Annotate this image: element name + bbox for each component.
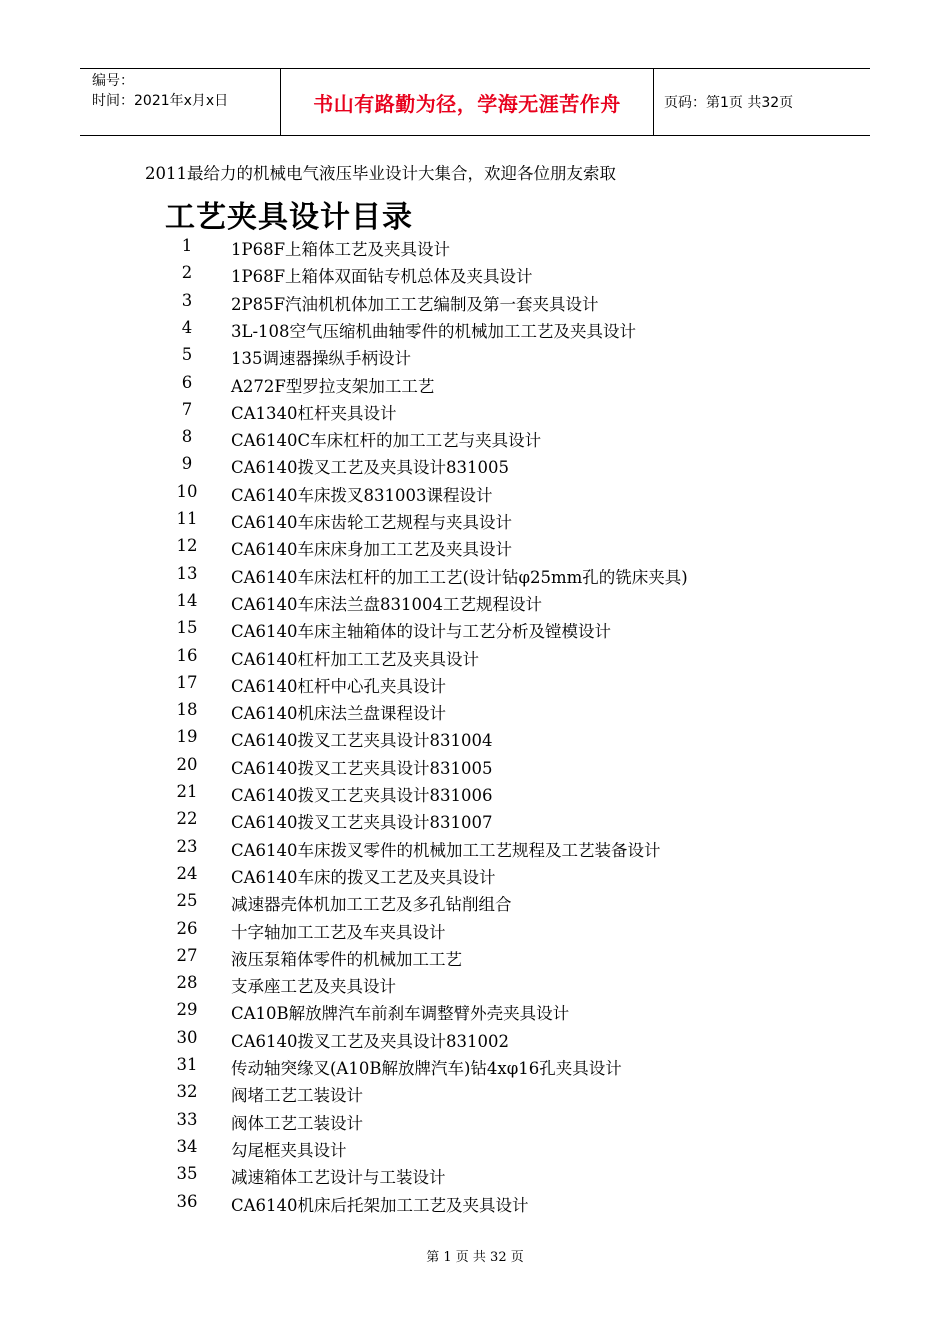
toc-item-number: 18	[176, 700, 198, 720]
toc-item-title: CA6140杠杆中心孔夹具设计	[231, 676, 447, 696]
toc-item-title: 3L-108空气压缩机曲轴零件的机械加工工艺及夹具设计	[231, 321, 637, 341]
toc-item-title: 勾尾框夹具设计	[231, 1140, 347, 1160]
header-page-info: 页码：第1页 共32页	[664, 95, 794, 111]
toc-item-title: CA6140车床法兰盘831004工艺规程设计	[231, 594, 543, 614]
toc-item-title: 1P68F上箱体工艺及夹具设计	[231, 240, 451, 259]
intro-text: 2011最给力的机械电气液压毕业设计大集合，欢迎各位朋友索取	[145, 164, 616, 183]
toc-item-title: CA6140车床齿轮工艺规程与夹具设计	[231, 513, 513, 532]
toc-item-number: 17	[176, 672, 198, 692]
toc-item-title: 减速箱体工艺设计与工装设计	[231, 1168, 446, 1188]
toc-item-title: 传动轴突缘叉(A10B解放牌汽车)钻4xφ16孔夹具设计	[231, 1059, 622, 1078]
toc-item-number: 9	[181, 454, 193, 474]
toc-item-number: 21	[176, 782, 198, 801]
header-motto: 书山有路勤为径，学海无涯苦作舟	[281, 69, 654, 135]
toc-item-number: 35	[176, 1164, 198, 1184]
page-footer: 第 1 页 共 32 页	[426, 1250, 524, 1265]
toc-item-title: CA6140拨叉工艺夹具设计831004	[231, 731, 493, 751]
toc-item-number: 23	[176, 836, 198, 856]
toc-item-number: 10	[176, 481, 198, 501]
toc-item-number: 19	[176, 727, 198, 747]
toc-item-title: 2P85F汽油机机体加工工艺编制及第一套夹具设计	[231, 294, 599, 314]
toc-item-title: 阀体工艺工装设计	[231, 1113, 363, 1133]
toc-item-title: CA6140车床床身加工工艺及夹具设计	[231, 540, 513, 560]
toc-item-title: A272F型罗拉支架加工工艺	[231, 376, 435, 396]
header-meta-cell	[80, 69, 281, 135]
toc-item-number: 30	[176, 1027, 198, 1047]
toc-item-title: CA6140车床拨叉零件的机械加工工艺规程及工艺装备设计	[231, 840, 661, 860]
toc-item-number: 13	[176, 563, 198, 583]
toc-item-title: CA6140C车床杠杆的加工工艺与夹具设计	[231, 431, 542, 451]
toc-item-number: 3	[181, 290, 193, 310]
toc-item-number: 32	[176, 1082, 198, 1102]
toc-item-title: 1P68F上箱体双面钻专机总体及夹具设计	[231, 267, 533, 287]
toc-item-title: CA6140车床的拨叉工艺及夹具设计	[231, 867, 496, 887]
toc-item-number: 27	[176, 945, 198, 965]
document-date-label: 时间：2021年x月x日	[92, 93, 229, 109]
toc-item-title: 阀堵工艺工装设计	[231, 1086, 363, 1106]
toc-item-title: 135调速器操纵手柄设计	[231, 349, 411, 369]
toc-item-title: CA10B解放牌汽车前刹车调整臂外壳夹具设计	[231, 1004, 570, 1024]
toc-item-number: 5	[181, 345, 193, 365]
toc-item-number: 36	[176, 1191, 198, 1211]
toc-item-title: CA6140机床后托架加工工艺及夹具设计	[231, 1195, 529, 1215]
toc-item-title: CA1340杠杆夹具设计	[231, 403, 397, 423]
toc-item-number: 29	[176, 1000, 198, 1020]
toc-item-number: 14	[176, 590, 198, 610]
toc-item-number: 25	[176, 891, 198, 911]
toc-item-title: 液压泵箱体零件的机械加工工艺	[231, 949, 462, 969]
toc-item-number: 11	[176, 509, 198, 528]
toc-item-number: 1	[181, 236, 193, 255]
toc-item-number: 2	[181, 263, 193, 283]
toc-item-title: CA6140拨叉工艺夹具设计831005	[231, 758, 493, 778]
toc-item-title: CA6140机床法兰盘课程设计	[231, 704, 447, 724]
toc-item-number: 20	[176, 754, 198, 774]
toc-item-title: CA6140车床主轴箱体的设计与工艺分析及镗模设计	[231, 622, 612, 642]
toc-item-number: 26	[176, 918, 198, 938]
toc-item-number: 33	[176, 1109, 198, 1129]
toc-item-title: CA6140车床法杠杆的加工工艺(设计钻φ25mm孔的铣床夹具)	[231, 567, 688, 587]
toc-item-title: CA6140拨叉工艺及夹具设计831002	[231, 1031, 510, 1051]
document-header	[80, 68, 870, 136]
toc-item-number: 34	[176, 1136, 198, 1156]
toc-item-number: 22	[176, 809, 198, 829]
toc-item-title: CA6140车床拨叉831003课程设计	[231, 485, 493, 505]
toc-item-number: 12	[176, 536, 198, 556]
toc-item-number: 16	[176, 645, 198, 665]
toc-item-number: 31	[176, 1055, 198, 1074]
toc-item-title: 支承座工艺及夹具设计	[231, 977, 396, 997]
page-title: 工艺夹具设计目录	[165, 200, 413, 235]
toc-item-number: 7	[181, 399, 193, 419]
toc-item-number: 15	[176, 618, 198, 638]
toc-item-title: 十字轴加工工艺及车夹具设计	[231, 922, 446, 942]
toc-item-number: 8	[181, 427, 193, 447]
toc-item-title: 减速器壳体机加工工艺及多孔钻削组合	[231, 895, 512, 915]
toc-item-number: 28	[176, 973, 198, 993]
document-number-label: 编号：	[92, 73, 134, 89]
toc-item-number: 24	[176, 863, 198, 883]
toc-item-number: 4	[181, 317, 193, 337]
toc-item-title: CA6140杠杆加工工艺及夹具设计	[231, 649, 480, 669]
toc-item-number: 6	[181, 372, 193, 392]
toc-item-title: CA6140拨叉工艺及夹具设计831005	[231, 458, 510, 478]
toc-item-title: CA6140拨叉工艺夹具设计831006	[231, 786, 493, 805]
toc-item-title: CA6140拨叉工艺夹具设计831007	[231, 813, 493, 833]
